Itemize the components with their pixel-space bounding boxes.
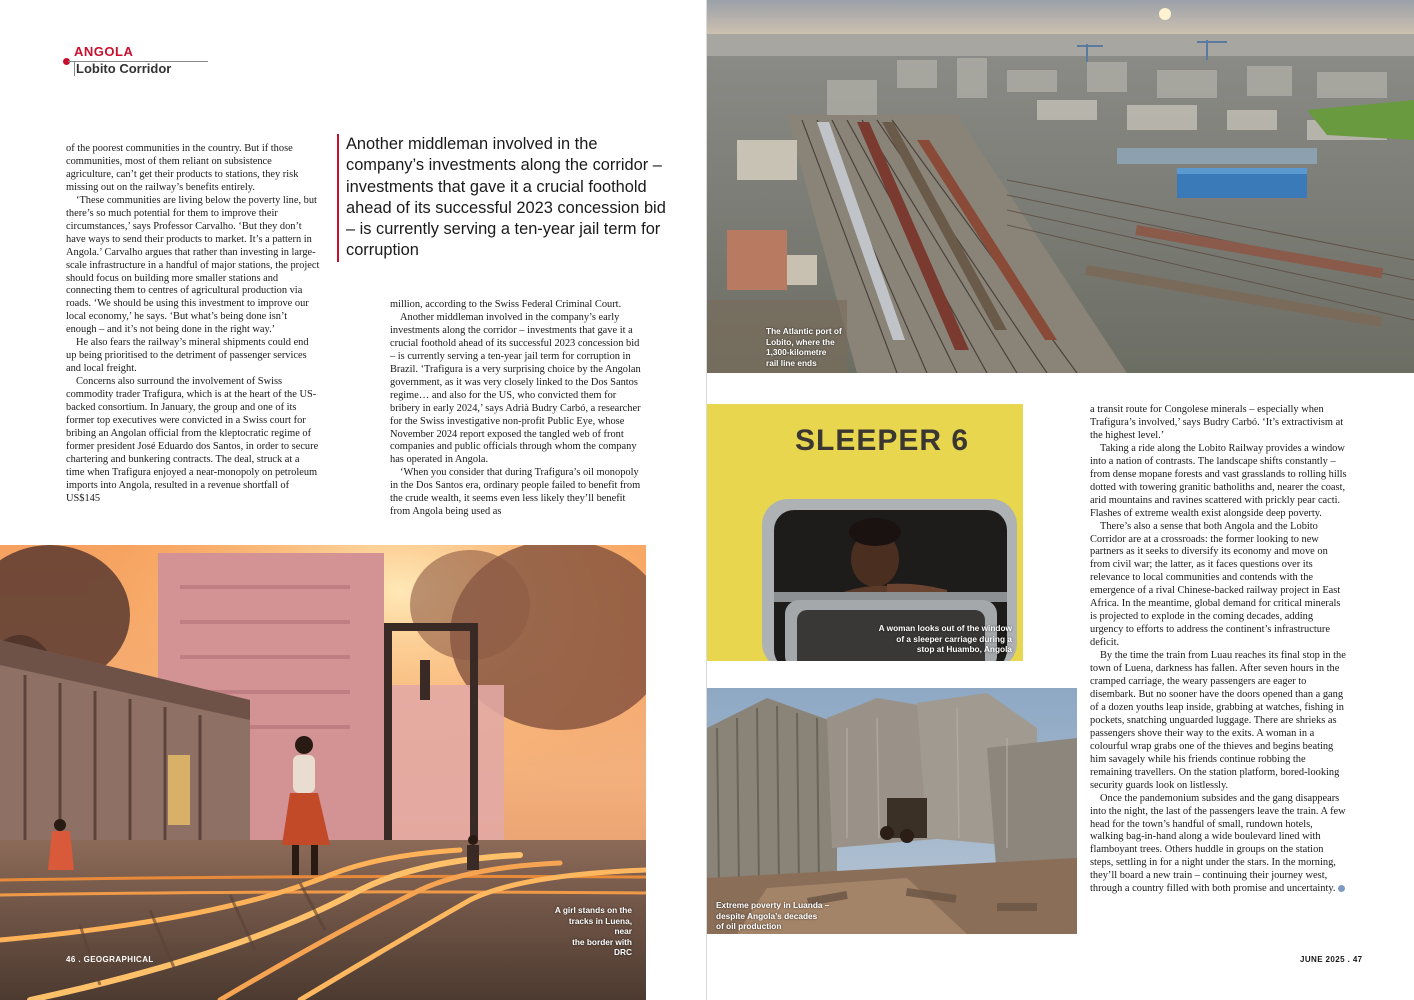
paragraph: of the poorest communities in the country. But if those communities, most of them reliant on subsistence agriculture, can’t get their products to stations, they risk missing out on the railway’s benefits entirely. (66, 143, 299, 193)
caption-sleeper: A woman looks out of the window of a sleeper carriage during a stop at Huambo, Angola (878, 623, 1012, 654)
photo-luanda-shacks (707, 688, 1077, 934)
luanda-shacks-illustration (707, 688, 1077, 934)
paragraph: Once the pandemonium subsides and the gang disappears into the night, the last of the passengers leave the train. A few head for the town’s handful of small, rundown hotels, walking bag-in-hand along a wide boulevard lined with flamboyant trees. Others huddle in groups on the station steps, settling in for a night under the stars. In the morning, they’ll board a new train – continuing their journey west, through a country filled with both promise and uncertainty. (1090, 792, 1346, 895)
caption-shacks: Extreme poverty in Luanda – despite Angola’s decades of oil production (716, 900, 830, 931)
folio-right: JUNE 2025 . 47 (1300, 955, 1363, 964)
paragraph: million, according to the Swiss Federal Criminal Court. (390, 299, 622, 310)
folio-left: 46 . GEOGRAPHICAL (66, 955, 154, 964)
paragraph: ‘When you consider that during Trafigura’s oil monopoly in the Dos Santos era, ordinary people failed to benefit from the crude wealth, it seems even less likely they’ll benefit from Angola being used as (390, 467, 641, 518)
paragraph: a transit route for Congolese minerals – especially when Trafigura’s involved,’ says Budry Carbó. ‘It’s extractivism at the highest level.’ (1090, 404, 1344, 441)
photo-lobito-port (707, 0, 1414, 373)
section-subtitle: Lobito Corridor (76, 61, 172, 76)
paragraph: Another middleman involved in the company’s early investments along the corridor – investments that gave it a crucial foothold ahead of its successful 2023 concession bid – is currently serving a ten-year jail term for corruption in Brazil. ‘Trafigura is a very surprising choice by the Angolan government, as it was very closely linked to the Dos Santos regime… and also for the US, who convicted them for bribery in early 2024,’ says Adrià Budry Carbó, a researcher for the Swiss investigative non-profit Public Eye, whose November 2024 report exposed the tangled web of front companies and public officials through whom the company has operated in Angola. (390, 311, 641, 466)
photo-luena-tracks (0, 545, 646, 1000)
pull-quote: Another middleman involved in the company’s investments along the corridor – investments that gave it a crucial foothold ahead of its successful 2023 concession bid – is currently serving a ten-year jail term for corruption (337, 134, 666, 262)
paragraph: By the time the train from Luau reaches its final stop in the town of Luena, darkness has fallen. After seven hours in the cramped carriage, the weary passengers are eager to disembark. But no sooner have the doors opened than a gang of a dozen youths leap inside, grabbing at watches, fishing in pockets, snatching unguarded luggage. There are shrieks as passengers shove their way to the exits. A woman in a colourful wrap grabs one of the thieves and begins beating him savagely while his friends continue robbing the remaining travellers. On the station platform, bored-looking security guards look on listlessly. (1090, 650, 1346, 791)
body-column-3 (1090, 404, 1347, 896)
paragraph: Concerns also surround the involvement of Swiss commodity trader Trafigura, which is at the heart of the US-backed consortium. In January, the group and one of its former top executives were convicted in a Swiss court for bribing an Angolan official from the kleptocratic regime of former president José Eduardo dos Santos, in order to secure chartering and bunkering contracts. The deal, struck at a time when Trafigura enjoyed a near-monopoly on petroleum imports into Angola, resulted in a revenue shortfall of US$145 (66, 376, 319, 504)
caption-port: The Atlantic port of Lobito, where the 1,300-kilometre rail line ends (766, 326, 842, 368)
body-column-2 (390, 299, 644, 519)
end-mark-icon (1338, 885, 1345, 892)
paragraph: Taking a ride along the Lobito Railway provides a window into a nation of contrasts. The landscape shifts constantly – from dense mopane forests and vast grasslands to rolling hills dotted with towering granitic batholiths and, nearer the coast, arid mountains and ravines scattered with prickly pear cacti. Flashes of extreme wealth exist alongside deep poverty. (1090, 442, 1347, 519)
sleeper-sign: SLEEPER 6 (795, 424, 970, 457)
luena-tracks-illustration (0, 545, 646, 1000)
caption-tracks: A girl stands on the tracks in Luena, near the border with DRC (554, 905, 632, 957)
body-column-1 (66, 143, 320, 506)
paragraph: ‘These communities are living below the poverty line, but there’s so much potential for them to improve their circumstances,’ says Professor Carvalho. ‘But they don’t have ways to send their products to market. It’s a pattern in Angola.’ Carvalho argues that rather than investing in large-scale infrastructure in a handful of major stations, the project should focus on building more smaller stations and connecting them to centres of agricultural production via roads. ‘We should be using this investment to improve our local economy,’ he says. ‘But what’s being done isn’t enough – and it’s not being done in the right way.’ (66, 194, 320, 336)
paragraph: There’s also a sense that both Angola and the Lobito Corridor are at a crossroads: the former looking to new partners as it seeks to diversify its economy and move on from civil war; the latter, as it faces questions over its relevance to local communities and contends with the emergence of a rival Chinese-backed railway project in East Africa. In the meantime, global demand for critical minerals is projected to explode in the coming decades, adding urgency to efforts to address the continent’s infrastructure deficit. (1090, 520, 1341, 649)
section-country: ANGOLA (74, 44, 134, 59)
paragraph: He also fears the railway’s mineral shipments could end up being prioritised to the detriment of passenger services and local freight. (66, 337, 309, 375)
photo-sleeper-carriage (707, 404, 1023, 661)
lobito-port-illustration (707, 0, 1414, 373)
page-gutter (706, 0, 707, 1000)
